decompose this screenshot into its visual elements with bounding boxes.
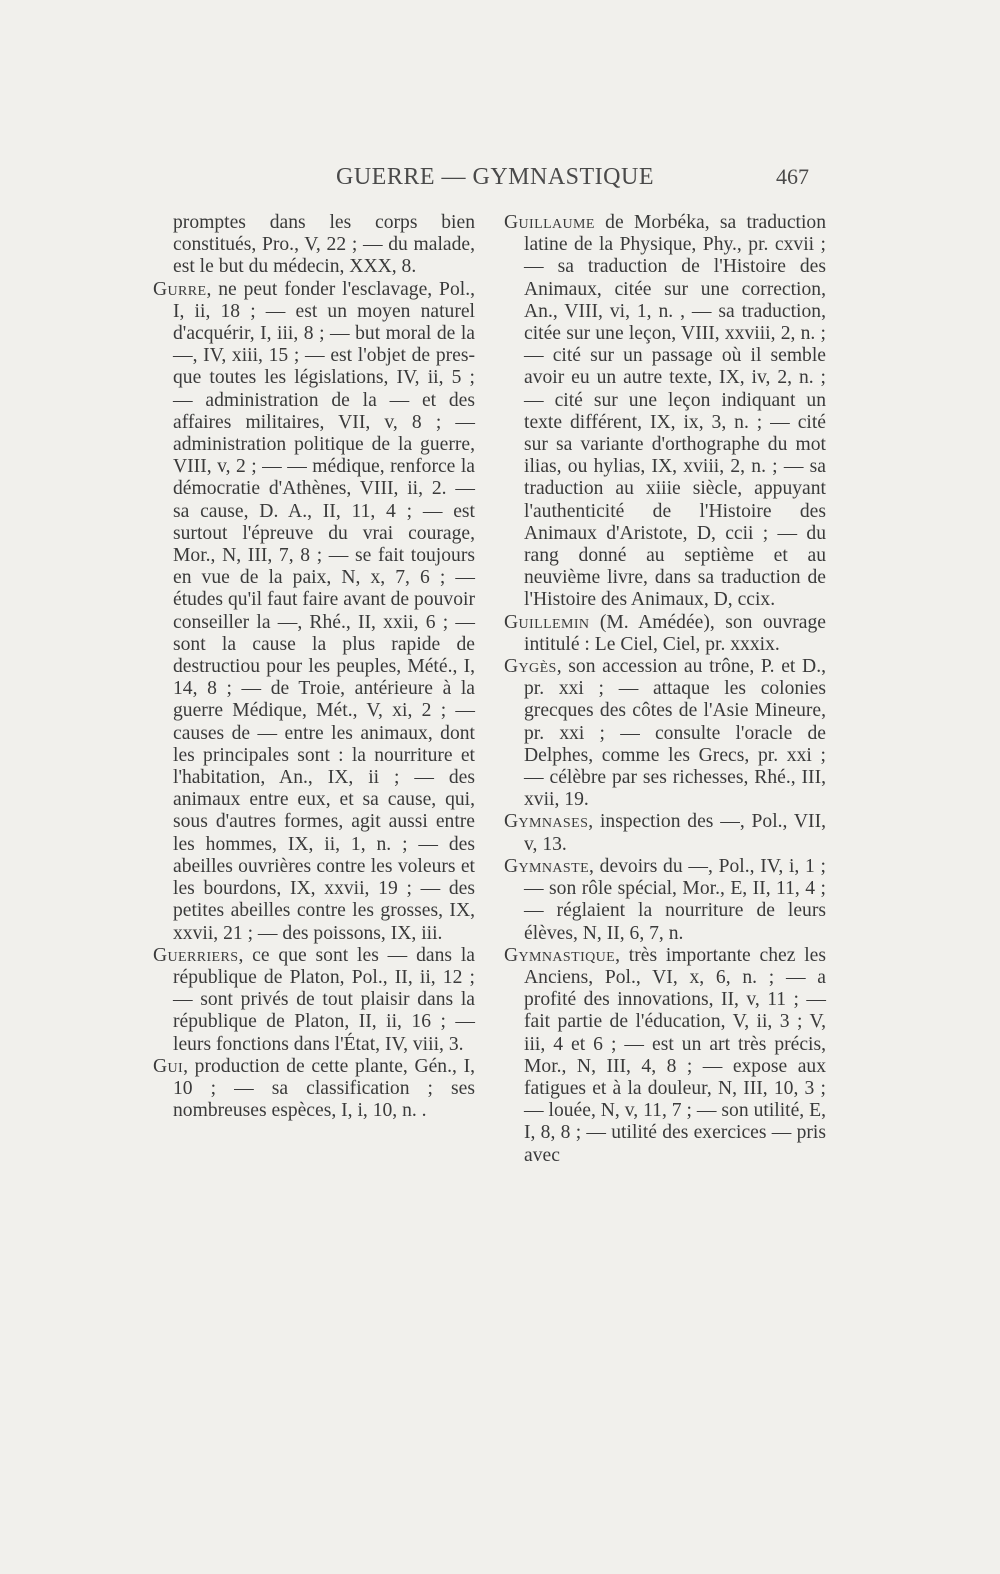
entry-headword: Gui — [153, 1055, 184, 1077]
running-title: GUERRE — GYMNASTIQUE — [336, 164, 654, 190]
index-entry — [504, 212, 826, 612]
entry-headword: Gygès — [504, 656, 557, 678]
index-entry — [153, 279, 475, 945]
index-entry — [504, 811, 826, 855]
index-entry — [153, 212, 475, 279]
index-entry — [504, 856, 826, 945]
entry-headword: Gymnases — [504, 811, 589, 833]
left-column — [153, 212, 475, 1122]
index-entry — [504, 612, 826, 656]
running-head — [0, 164, 1000, 194]
entry-text: de Morbéka, sa traduction latine de la Physique, Phy., pr. cxvii ; — sa traduction de l'Histoire des Animaux, citée sur une correction, An., VIII, vi, 1, n. , — sa traduction, citée sur une leçon, VIII, xxviii, 2, n. ; — cité sur un passage où il semble avoir eu un autre texte, IX, iv, 2, n. ; — cité sur une leçon indiquant un texte différent, IX, ix, 3, n. ; — cité sur sa variante d'orthographe du mot ilias, ou hylias, IX, xviii, 2, n. ; — sa traduction au xiiie siècle, appuyant l'authenticité de l'Histoire des Animaux d'Aristote, D, ccii ; — du rang donné au septième et au neuvième livre, dans sa traduction de l'Histoire des Animaux, D, ccix. — [524, 212, 826, 611]
entry-text: , très importante chez les Anciens, Pol., VI, x, 6, n. ; — a profité des innovations, II, v, 11 ; — fait partie de l'éducation, V, ii, 3 ; V, iii, 4 et 6 ; — est un art très précis, Mor., N, III, 4, 8 ; — expose aux fatigues et à la douleur, N, III, 10, 3 ; — louée, N, v, 11, 7 ; — son utilité, E, I, 8, 8 ; — utilité des exercices — pris avec — [524, 944, 826, 1166]
index-entry — [153, 945, 475, 1056]
index-entry — [504, 656, 826, 811]
entry-headword: Guillemin — [504, 611, 590, 633]
entry-text: , inspection des —, Pol., VII, v, 13. — [524, 811, 826, 855]
entry-headword: Gurre — [153, 278, 207, 300]
entry-headword: Gymnastique — [504, 944, 616, 966]
entry-text: (M. Amédée), son ouvrage intitulé : Le Ciel, Ciel, pr. xxxix. — [524, 611, 826, 655]
index-entry — [153, 1056, 475, 1123]
entry-text: promptes dans les corps bien constitués, Pro., V, 22 ; — du malade, est le but du médecin, XXX, 8. — [173, 212, 475, 278]
entry-text: , ne peut fonder l'esclavage, Pol., I, ii, 18 ; — est un moyen naturel d'acquérir, I, iii, 8 ; — but moral de la —, IV, xiii, 15 ; — est l'objet de presque toutes les législations, IV, ii, 5 ; — administration de la — et des affaires militaires, VII, v, 8 ; — administration politique de la guerre, VIII, v, 2 ; — — médique, renforce la démocratie d'Athènes, VIII, ii, 2. — sa cause, D. A., II, 11, 4 ; — est surtout l'épreuve du vrai courage, Mor., N, III, 7, 8 ; — se fait toujours en vue de la paix, N, x, 7, 6 ; — études qu'il faut faire avant de pouvoir conseiller la —, Rhé., II, xxii, 6 ; — sont la cause la plus rapide de destructiou pour les peuples, Mété., I, 14, 8 ; — de Troie, antérieure à la guerre Médique, Mét., V, xi, 2 ; — causes de — entre les animaux, dont les principales sont : la nourriture et l'habitation, An., IX, ii ; — des animaux entre eux, et sa cause, qui, sous d'autres formes, agit aussi entre les hommes, IX, ii, 1, n. ; — des abeilles ouvrières contre les voleurs et les bourdons, IX, xxvii, 19 ; — des petites abeilles contre les grosses, IX, xxvii, 21 ; — des poissons, IX, iii. — [173, 278, 475, 944]
entry-text: , son accession au trône, P. et D., pr. xxi ; — attaque les colonies grecques des côtes de l'Asie Mineure, pr. xxi ; — consulte l'oracle de Delphes, comme les Grecs, pr. xxi ; — célèbre par ses richesses, Rhé., III, xvii, 19. — [524, 656, 826, 811]
index-entry — [504, 945, 826, 1167]
entry-text: , production de cette plante, Gén., I, 10 ; — sa classification ; ses nombreuses espèces, I, i, 10, n. . — [173, 1055, 475, 1122]
entry-headword: Guillaume — [504, 212, 595, 233]
entry-text: , ce que sont les — dans la république de Platon, Pol., II, ii, 12 ; — sont privés de tout plaisir dans la république de Platon, II, ii, 16 ; — leurs fonctions dans l'État, IV, viii, 3. — [173, 944, 475, 1055]
right-column — [504, 212, 826, 1167]
entry-text: , devoirs du —, Pol., IV, i, 1 ; — son rôle spécial, Mor., E, II, 11, 4 ; — réglaient la nourriture de leurs élèves, N, II, 6, 7, n. — [524, 855, 826, 944]
entry-headword: Guerriers — [153, 944, 239, 966]
page-number: 467 — [776, 164, 809, 189]
entry-headword: Gymnaste — [504, 855, 590, 877]
